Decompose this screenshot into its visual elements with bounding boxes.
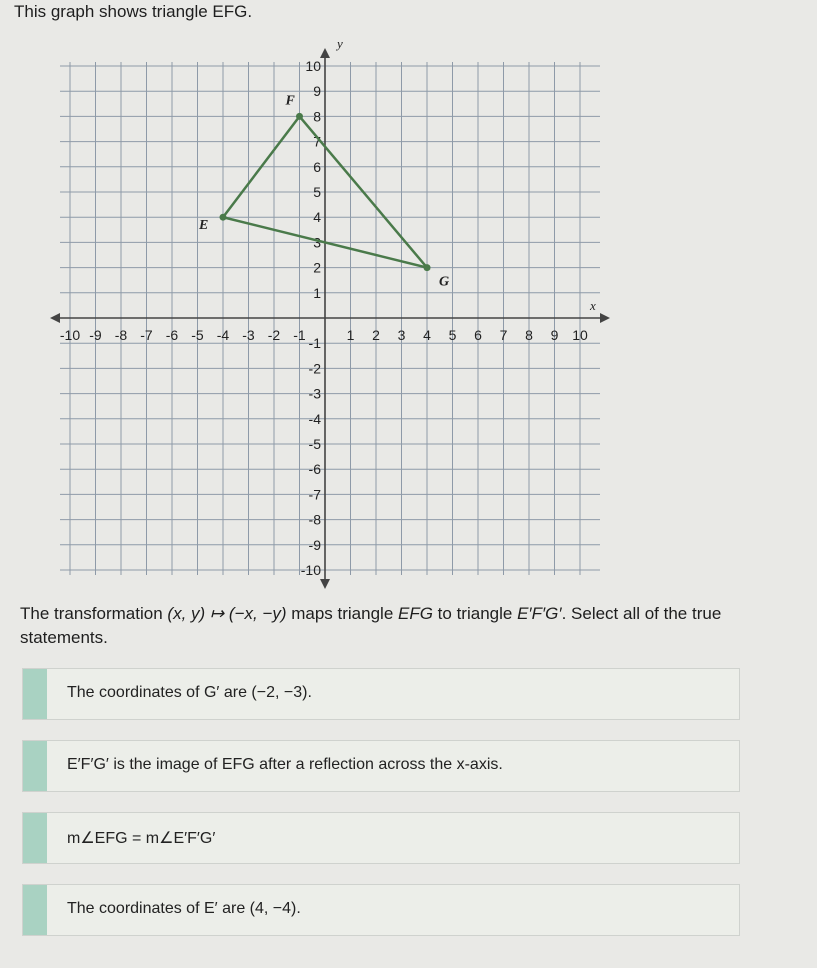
y-tick-label: 9 [313, 83, 321, 100]
x-tick-label: 10 [572, 327, 588, 343]
y-tick-label: 5 [313, 184, 321, 200]
checkbox[interactable] [23, 741, 47, 791]
y-axis-label: y [337, 36, 343, 51]
y-tick-label: 8 [313, 108, 321, 125]
x-tick-label: 5 [448, 327, 457, 343]
x-axis-arrow-right [600, 313, 610, 323]
y-axis-arrow-down [320, 579, 330, 589]
y-tick-label: -9 [308, 536, 321, 553]
x-tick-label: -5 [191, 327, 204, 343]
vertex-label: G [439, 274, 450, 290]
y-tick-label: 2 [313, 259, 321, 276]
x-tick-label: -1 [293, 327, 306, 343]
y-axis-arrow-up [320, 48, 330, 58]
option-g-prime-coordinates[interactable] [22, 668, 740, 720]
option-e-prime-coordinates[interactable] [22, 884, 740, 936]
x-tick-label: -3 [242, 327, 255, 343]
x-tick-label: -10 [59, 327, 81, 343]
y-tick-label: -3 [308, 385, 321, 402]
x-tick-label: -8 [114, 327, 128, 343]
x-tick-label: 2 [372, 327, 380, 343]
x-tick-label: -9 [89, 327, 102, 343]
x-tick-label: 4 [423, 327, 431, 343]
x-tick-label: 9 [550, 327, 559, 343]
x-tick-label: 8 [525, 327, 533, 343]
x-tick-label: 6 [474, 327, 482, 343]
y-tick-label: 6 [313, 158, 321, 175]
x-tick-label: 7 [499, 327, 508, 343]
checkbox[interactable] [23, 813, 47, 863]
vertex-point [220, 214, 227, 221]
x-tick-label: -4 [216, 327, 230, 343]
question-text: The transformation (x, y) ↦ (−x, −y) maps triangle EFG to triangle E′F′G′. Select all of the true statements. [20, 604, 722, 647]
option-label: The coordinates of E′ are (4, −4). [67, 900, 301, 917]
axes [50, 36, 610, 589]
x-axis-label: x [590, 298, 596, 313]
y-tick-label: -10 [300, 562, 321, 578]
option-label: E′F′G′ is the image of EFG after a reflection across the x-axis. [67, 756, 503, 773]
y-tick-label: 10 [305, 58, 321, 74]
vertex-label: E [199, 218, 209, 234]
y-tick-label: -1 [308, 335, 321, 352]
x-tick-label: -6 [165, 327, 179, 343]
option-label: The coordinates of G′ are (−2, −3). [67, 684, 312, 701]
y-tick-label: -7 [308, 486, 321, 503]
option-angle-equality[interactable] [22, 812, 740, 864]
y-tick-label: -4 [308, 410, 321, 427]
vertex-point [424, 264, 431, 271]
y-tick-label: 7 [313, 133, 321, 150]
x-tick-label: -7 [140, 327, 153, 343]
x-tick-label: 1 [346, 327, 355, 343]
prompt-text: This graph shows triangle EFG. [14, 2, 253, 21]
y-tick-label: 4 [313, 209, 321, 226]
option-reflection-x-axis[interactable] [22, 740, 740, 792]
x-axis-arrow-left [50, 313, 60, 323]
y-tick-label: -5 [308, 436, 321, 452]
y-tick-label: 3 [313, 234, 321, 251]
checkbox[interactable] [23, 669, 47, 719]
option-label: m∠EFG = m∠E′F′G′ [67, 830, 216, 847]
checkbox[interactable] [23, 885, 47, 935]
vertex-label: F [285, 93, 295, 109]
x-tick-label: 3 [397, 327, 406, 343]
y-tick-label: -2 [308, 360, 321, 377]
y-tick-label: -8 [308, 511, 321, 528]
vertex-point [296, 113, 303, 120]
y-tick-label: -6 [308, 461, 321, 478]
x-tick-label: -2 [267, 327, 281, 343]
y-tick-label: 1 [313, 284, 321, 301]
